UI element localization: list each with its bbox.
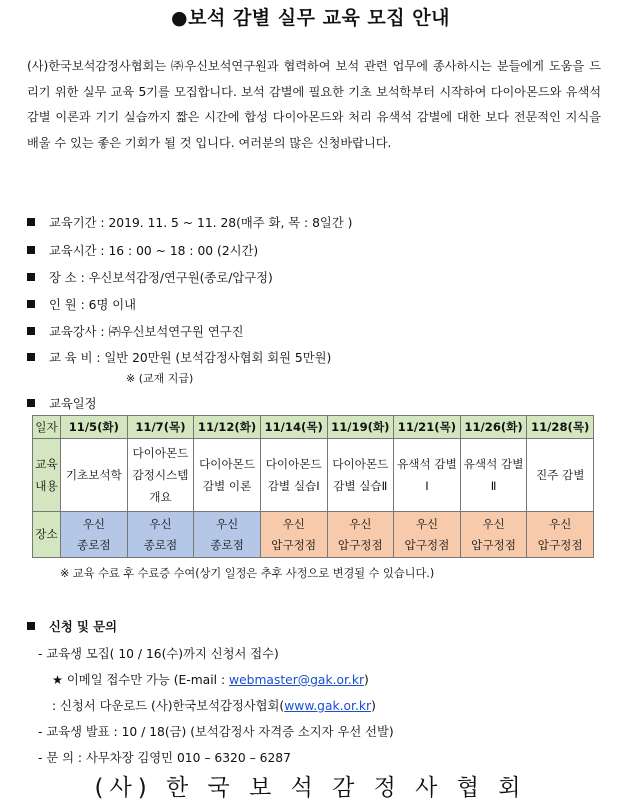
content-cell — [394, 439, 461, 512]
content-line: 다이아몬드 — [332, 457, 389, 471]
content-line: 진주 감별 — [535, 468, 585, 482]
content-label-cell — [33, 439, 61, 512]
place-line: 압구정점 — [271, 537, 317, 552]
date-cell: 11/26(화) — [460, 416, 527, 439]
schedule-place-row — [33, 512, 594, 558]
info-instructor-text: 교육강사 : ㈜우신보석연구원 연구진 — [49, 325, 244, 339]
place-line: 종로점 — [77, 537, 111, 552]
content-line: 다이아몬드 — [199, 457, 256, 471]
place-line: 종로점 — [210, 537, 244, 552]
content-label-line: 내용 — [35, 479, 58, 493]
content-label-line: 교육 — [35, 457, 58, 471]
content-cell — [194, 439, 261, 512]
date-label-cell: 일자 — [33, 416, 61, 439]
email-link[interactable]: webmaster@gak.or.kr — [229, 673, 365, 687]
date-cell: 11/14(목) — [260, 416, 327, 439]
schedule-note: ※ 교육 수료 후 수료증 수여(상기 일정은 추후 사정으로 변경될 수 있습니다.) — [60, 567, 435, 580]
content-line: 감정시스템 — [132, 468, 189, 482]
bullet-square-icon — [27, 218, 35, 226]
announce-line: - 교육생 발표 : 10 / 18(금) (보석감정사 자격증 소지자 우선 선발) — [38, 725, 394, 739]
content-line: 다이아몬드 — [265, 457, 322, 471]
content-cell — [527, 439, 594, 512]
apply-heading-text: 신청 및 문의 — [49, 620, 117, 634]
content-cell — [327, 439, 394, 512]
info-period — [27, 213, 352, 231]
place-line: 우신 — [82, 516, 106, 531]
schedule-date-row — [33, 416, 594, 439]
schedule-table — [32, 415, 594, 558]
place-line: 우신 — [215, 516, 239, 531]
date-cell: 11/19(화) — [327, 416, 394, 439]
footer-organization: (사) 한 국 보 석 감 정 사 협 회 — [94, 775, 527, 801]
content-cell — [460, 439, 527, 512]
place-cell — [260, 512, 327, 558]
bullet-square-icon — [27, 300, 35, 308]
place-cell — [527, 512, 594, 558]
date-cell: 11/21(목) — [394, 416, 461, 439]
info-capacity — [27, 295, 136, 313]
place-line: 우신 — [415, 516, 439, 531]
place-line: 종로점 — [143, 537, 178, 552]
content-cell — [61, 439, 128, 512]
place-line: 압구정점 — [337, 537, 383, 552]
email-suffix: ) — [364, 673, 369, 687]
download-prefix: : 신청서 다운로드 (사)한국보석감정사협회( — [52, 699, 285, 713]
place-line: 우신 — [482, 516, 505, 531]
place-cell — [127, 512, 194, 558]
info-capacity-text: 인 원 : 6명 이내 — [49, 298, 136, 312]
bullet-square-icon — [27, 622, 35, 630]
bullet-square-icon — [27, 246, 35, 254]
place-label-cell: 장소 — [33, 512, 61, 558]
place-line: 압구정점 — [404, 537, 450, 552]
info-fee — [27, 348, 331, 366]
date-cell: 11/12(화) — [194, 416, 261, 439]
page-title: ●보석 감별 실무 교육 모집 안내 — [171, 7, 450, 29]
date-cell: 11/7(목) — [127, 416, 194, 439]
content-line: Ⅰ — [425, 479, 429, 493]
info-time — [27, 241, 258, 259]
place-line: 압구정점 — [537, 537, 583, 552]
date-cell: 11/5(화) — [61, 416, 128, 439]
content-line: 유색석 감별 — [397, 457, 457, 471]
place-cell — [460, 512, 527, 558]
apply-heading — [27, 617, 117, 635]
info-time-text: 교육시간 : 16 : 00 ~ 18 : 00 (2시간) — [49, 244, 259, 258]
info-place-text: 장 소 : 우신보석감정/연구원(종로/압구정) — [49, 271, 273, 285]
place-line: 압구정점 — [471, 537, 516, 552]
place-line: 우신 — [149, 516, 172, 531]
bullet-square-icon — [27, 327, 35, 335]
place-line: 우신 — [349, 516, 372, 531]
content-cell — [260, 439, 327, 512]
place-line: 우신 — [282, 516, 305, 531]
info-period-text: 교육기간 : 2019. 11. 5 ~ 11. 28(매주 화, 목 : 8일간 ) — [49, 216, 353, 230]
place-line: 우신 — [548, 516, 572, 531]
info-instructor — [27, 322, 243, 340]
bullet-square-icon — [27, 273, 35, 281]
content-line: 개요 — [149, 490, 172, 504]
download-line — [52, 696, 376, 714]
recruit-line: - 교육생 모집( 10 / 16(수)까지 신청서 접수) — [38, 647, 279, 661]
content-line: 감별 실습Ⅰ — [267, 479, 320, 493]
schedule-content-row — [33, 439, 594, 512]
content-line: 감별 실습Ⅱ — [333, 479, 388, 493]
contact-line: - 문 의 : 사무차장 김영민 010 – 6320 – 6287 — [38, 751, 291, 765]
info-fee-text: 교 육 비 : 일반 20만원 (보석감정사협회 회원 5만원) — [49, 351, 332, 365]
place-cell — [327, 512, 394, 558]
place-cell — [61, 512, 128, 558]
content-line: 기초보석학 — [65, 468, 122, 482]
intro-paragraph: (사)한국보석감정사협회는 ㈜우신보석연구원과 협력하여 보석 관련 업무에 종사하시는 분들에게 도움을 드리기 위한 실무 교육 5기를 모집합니다. 보석 감별에 필요한 기초 보석학부터 시작하여 다이아몬드와 유색석 감별 이론과 기기 실습까지 짧은 시간에 합성 다이아몬드와 처리 유색석 감별에 대한 보다 전문적인 지식을 배울 수 있는 좋은 기회가 될 것 입니다. 여러분의 많은 신청바랍니다. — [27, 59, 601, 150]
date-cell: 11/28(목) — [527, 416, 594, 439]
bullet-square-icon — [27, 353, 35, 361]
place-cell — [194, 512, 261, 558]
content-line: Ⅱ — [490, 479, 497, 493]
schedule-heading — [27, 394, 97, 412]
schedule-heading-text: 교육일정 — [49, 397, 97, 411]
bullet-square-icon — [27, 399, 35, 407]
info-place — [27, 268, 273, 286]
download-suffix: ) — [371, 699, 376, 713]
content-line: 감별 이론 — [202, 479, 252, 493]
email-prefix: ★ 이메일 접수만 가능 (E-mail : — [52, 673, 230, 687]
content-line: 유색석 감별 — [463, 457, 524, 471]
content-line: 다이아몬드 — [132, 446, 189, 460]
content-cell — [127, 439, 194, 512]
website-link[interactable]: www.gak.or.kr — [284, 699, 372, 713]
fee-note: ※ (교재 지급) — [126, 372, 194, 385]
email-line — [52, 670, 369, 688]
place-cell — [394, 512, 461, 558]
